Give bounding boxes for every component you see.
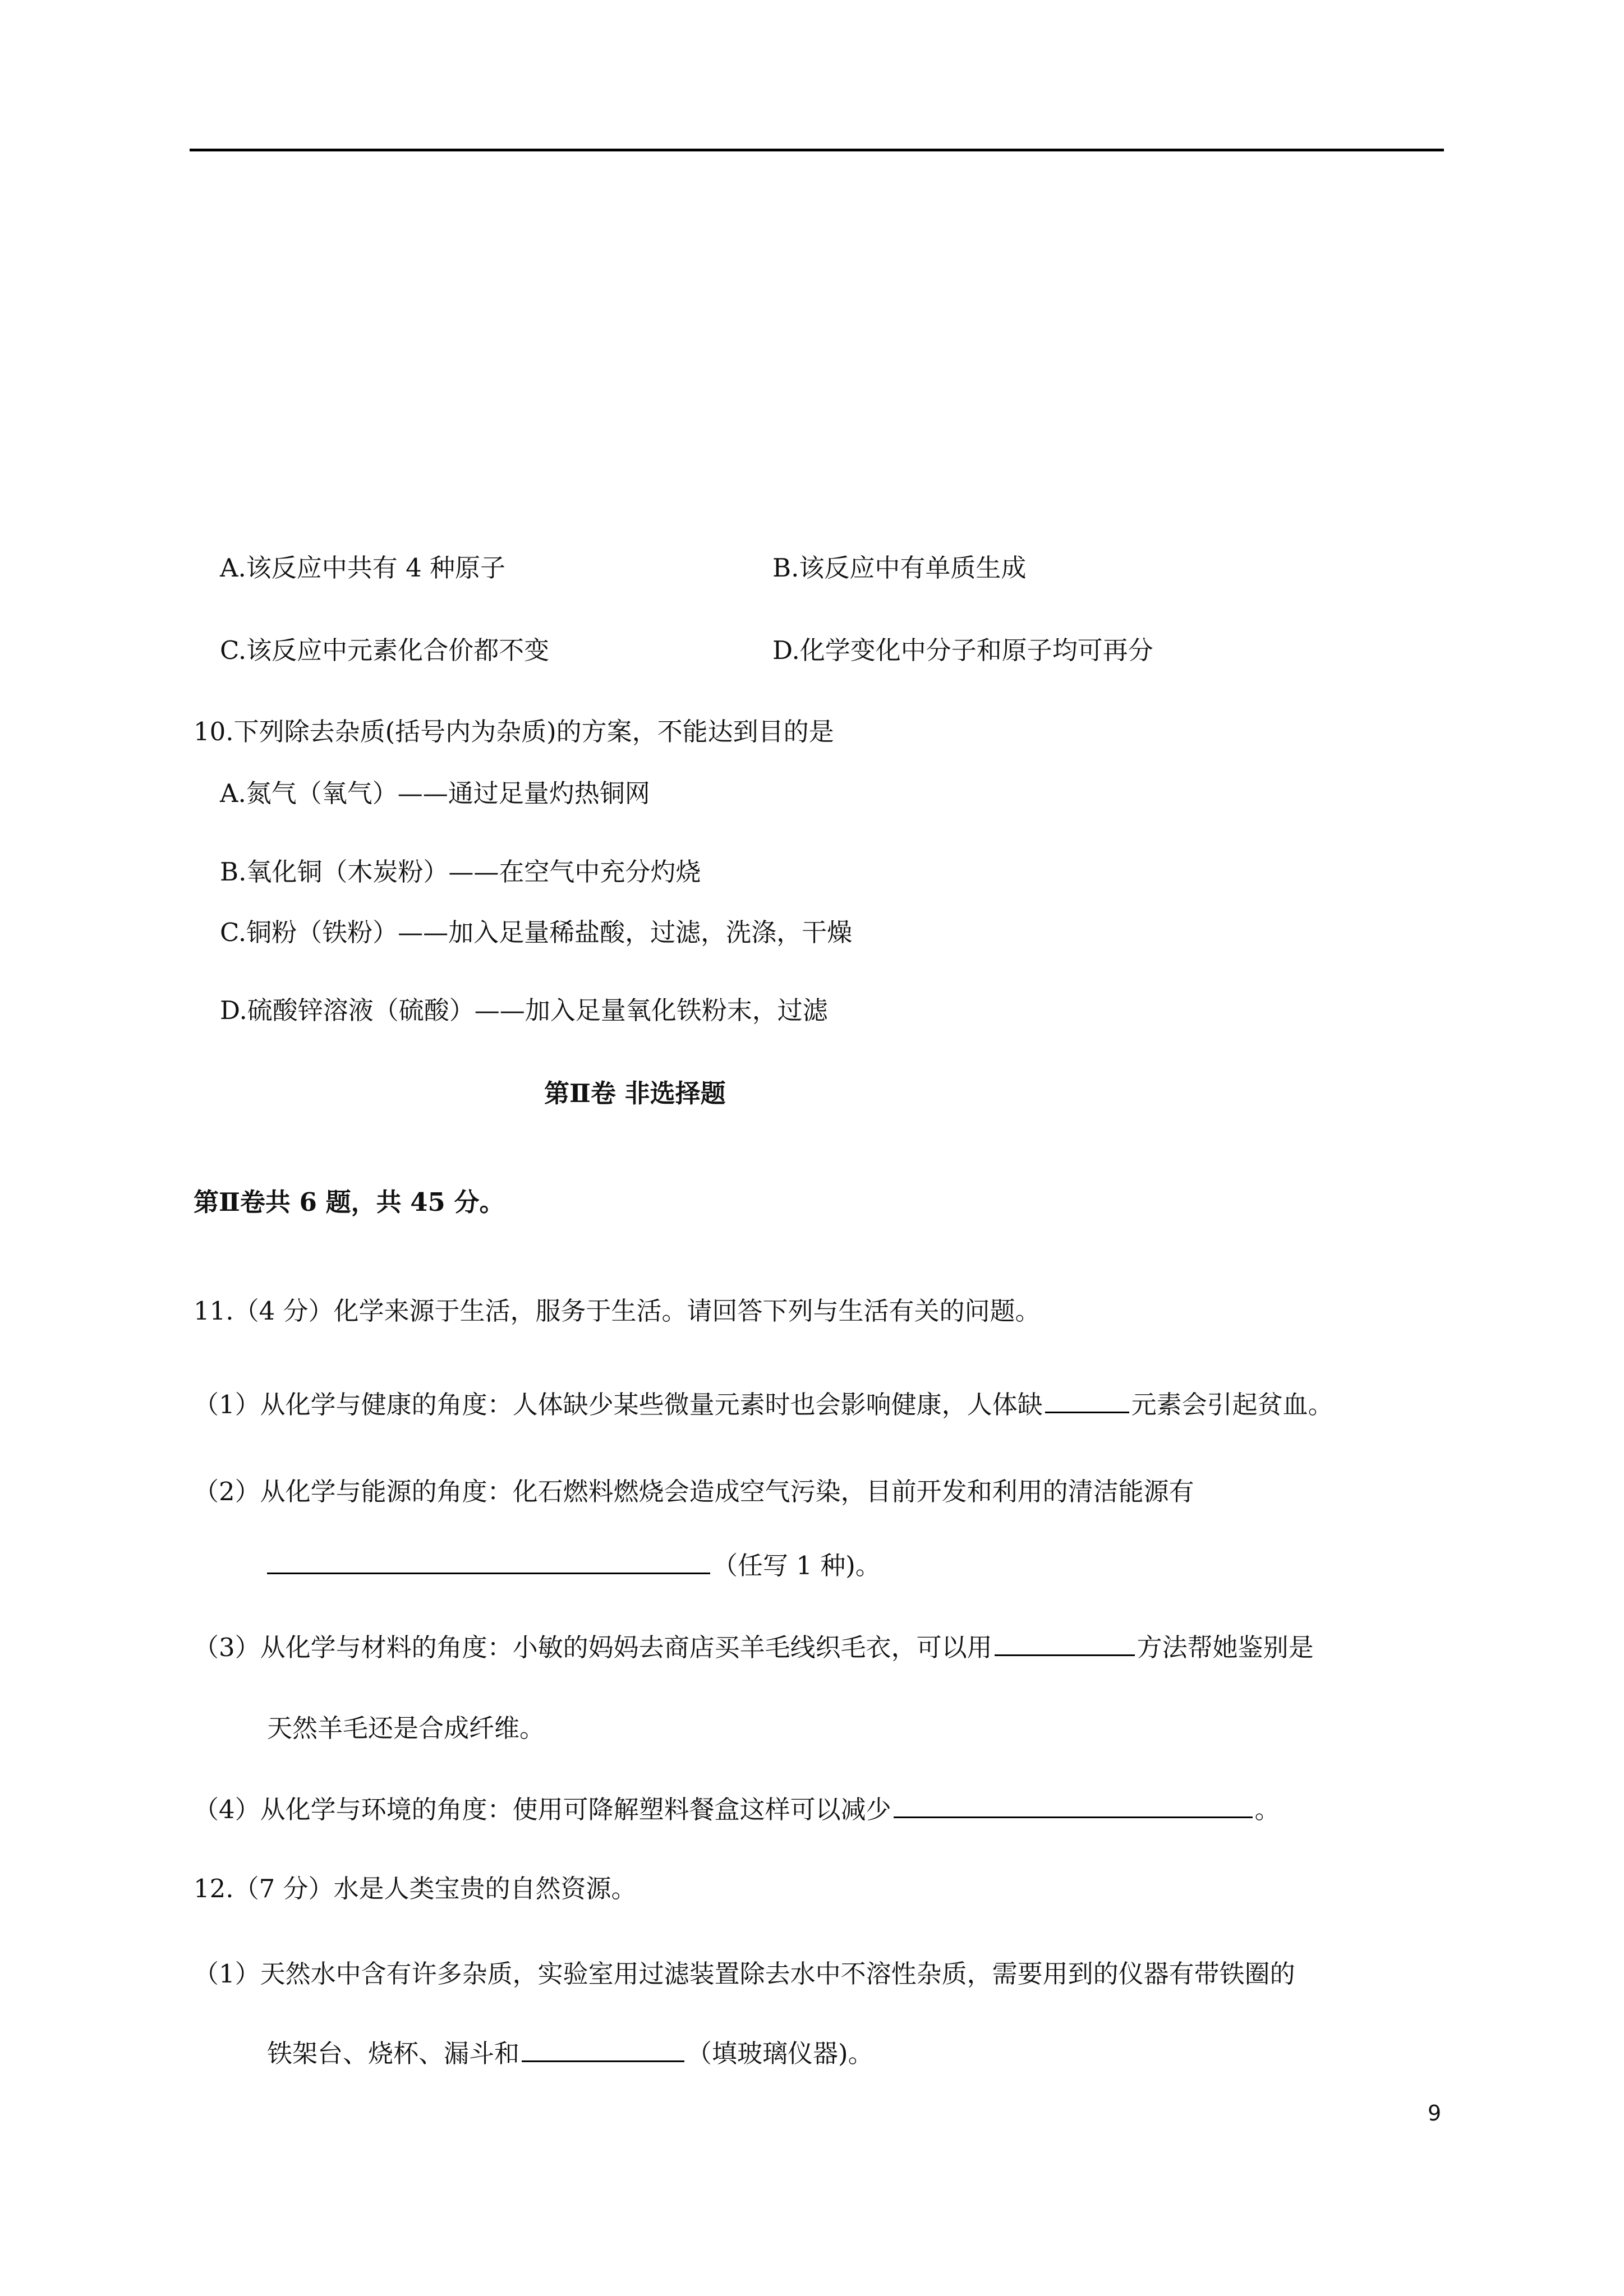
q12-part1-blank[interactable] xyxy=(522,2036,684,2062)
q12-part1-line1: （1）天然水中含有许多杂质，实验室用过滤装置除去水中不溶性杂质，需要用到的仪器有带铁圈的 xyxy=(194,1959,1295,1989)
q11-part3-line1 xyxy=(194,1630,1314,1665)
q9-option-d: D.化学变化中分子和原子均可再分 xyxy=(772,635,1153,665)
q11-part4-text: （4）从化学与环境的角度：使用可降解塑料餐盒这样可以减少 xyxy=(194,1795,891,1824)
q10-option-d: D.硫酸锌溶液（硫酸）——加入足量氧化铁粉末，过滤 xyxy=(220,995,828,1025)
q11-part3-tail: 方法帮她鉴别是 xyxy=(1137,1633,1314,1662)
q12-part1-tail: （填玻璃仪器)。 xyxy=(687,2039,873,2068)
q11-part2-blank[interactable] xyxy=(267,1548,710,1574)
q10-option-b: B.氧化铜（木炭粉）——在空气中充分灼烧 xyxy=(220,857,701,887)
q11-stem: 11.（4 分）化学来源于生活，服务于生活。请回答下列与生活有关的问题。 xyxy=(194,1296,1041,1326)
q11-part2-line2 xyxy=(267,1548,881,1583)
q11-part1-blank[interactable] xyxy=(1045,1387,1129,1413)
q10-stem: 10.下列除去杂质(括号内为杂质)的方案，不能达到目的是 xyxy=(194,717,834,746)
q11-part3-text: （3）从化学与材料的角度：小敏的妈妈去商店买羊毛线织毛衣，可以用 xyxy=(194,1633,992,1662)
q9-option-c: C.该反应中元素化合价都不变 xyxy=(220,635,550,665)
q9-option-a: A.该反应中共有 4 种原子 xyxy=(220,553,506,583)
q12-stem: 12.（7 分）水是人类宝贵的自然资源。 xyxy=(194,1874,637,1903)
page-number: 9 xyxy=(1428,2101,1442,2126)
q11-part1-tail: 元素会引起贫血。 xyxy=(1131,1390,1333,1419)
header-rule xyxy=(190,149,1444,151)
q11-part4-tail: 。 xyxy=(1254,1795,1280,1824)
q12-part1-text: 铁架台、烧杯、漏斗和 xyxy=(267,2039,520,2068)
section-title: 第Ⅱ卷 非选择题 xyxy=(544,1078,726,1108)
section-note: 第Ⅱ卷共 6 题，共 45 分。 xyxy=(194,1187,505,1217)
q11-part3-blank[interactable] xyxy=(995,1630,1135,1656)
q10-option-c: C.铜粉（铁粉）——加入足量稀盐酸，过滤，洗涤，干燥 xyxy=(220,918,853,947)
q9-option-b: B.该反应中有单质生成 xyxy=(772,553,1027,583)
q11-part3-line2: 天然羊毛还是合成纤维。 xyxy=(267,1713,545,1743)
q10-option-a: A.氮气（氧气）——通过足量灼热铜网 xyxy=(220,778,650,808)
q11-part4-blank[interactable] xyxy=(894,1792,1253,1818)
q11-part2-tail: （任写 1 种)。 xyxy=(712,1551,881,1580)
q12-part1-line2 xyxy=(267,2036,873,2071)
q11-part1 xyxy=(194,1387,1333,1422)
q11-part4 xyxy=(194,1792,1280,1827)
q11-part2-line1: （2）从化学与能源的角度：化石燃料燃烧会造成空气污染，目前开发和利用的清洁能源有 xyxy=(194,1477,1194,1506)
q11-part1-text: （1）从化学与健康的角度：人体缺少某些微量元素时也会影响健康，人体缺 xyxy=(194,1390,1043,1419)
